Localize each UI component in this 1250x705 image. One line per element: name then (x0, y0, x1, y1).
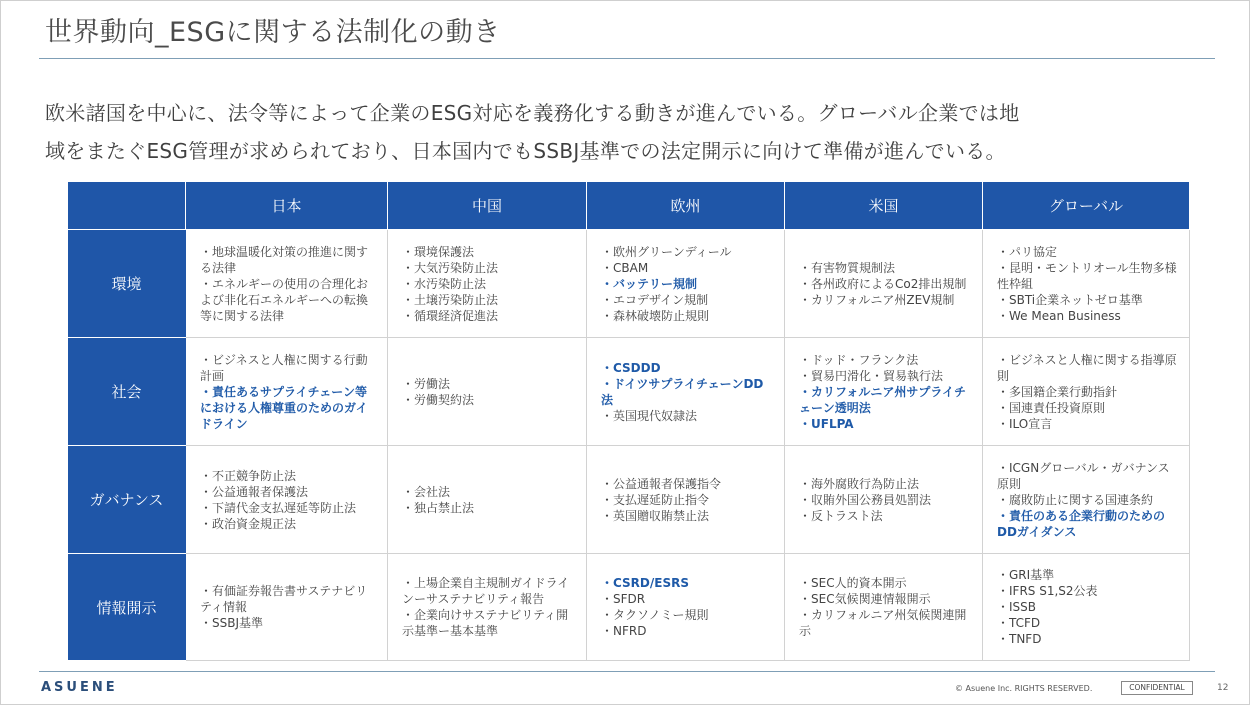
regulation-item: ・各州政府によるCo2排出規制 (799, 276, 967, 291)
regulation-item: ・We Mean Business (997, 308, 1121, 323)
regulation-item: ・独占禁止法 (402, 500, 475, 515)
regulation-item: ・公益通報者保護指令 (601, 476, 722, 491)
regulation-item: ・会社法 (402, 484, 451, 499)
regulation-item: ・有価証券報告書サステナビリティ情報 (200, 584, 368, 614)
regulation-item: ・TNFD (997, 632, 1042, 646)
regulation-item: ・循環経済促進法 (402, 308, 499, 323)
regulation-item: ・政治資金規正法 (200, 516, 297, 531)
table-cell-disclosure-china (388, 554, 587, 661)
row-header-social: 社会 (68, 338, 186, 446)
highlighted-regulation-item: ・責任のある企業行動のためのDDガイダンス (997, 508, 1166, 539)
regulation-item: ・ILO宣言 (997, 416, 1053, 431)
lead-text (45, 94, 1225, 170)
regulation-item: ・森林破壊防止規則 (601, 308, 710, 323)
row-header-environment: 環境 (68, 230, 186, 338)
table-row-social (68, 338, 1190, 446)
copyright-text: © Asuene Inc. RIGHTS RESERVED. (955, 684, 1093, 693)
column-header-europe: 欧州 (587, 182, 785, 230)
table-cell-environment-japan (186, 230, 388, 338)
table-row-environment (68, 230, 1190, 338)
regulation-item: ・NFRD (601, 624, 647, 638)
regulation-item: ・英国現代奴隷法 (601, 408, 698, 423)
table-cell-governance-china (388, 446, 587, 554)
regulation-item: ・SFDR (601, 592, 646, 606)
regulation-item: ・ドッド・フランク法 (799, 352, 919, 367)
table-cell-governance-global (983, 446, 1190, 554)
regulation-item: ・SEC人的資本開示 (799, 576, 907, 590)
regulation-item: ・上場企業自主規制ガイドラインーサステナビリティ報告 (402, 576, 570, 606)
lead-line-2: 域をまたぐESG管理が求められており、日本国内でもSSBJ基準での法定開示に向けて準備が進んでいる。 (45, 139, 1006, 163)
column-header-china: 中国 (388, 182, 587, 230)
regulation-item: ・環境保護法 (402, 244, 475, 259)
column-header-global: グローバル (983, 182, 1190, 230)
regulation-item: ・企業向けサステナビリティ開示基準ー基本基準 (402, 608, 569, 638)
regulation-item: ・エコデザイン規制 (601, 292, 709, 307)
regulation-item: ・反トラスト法 (799, 508, 883, 523)
table-row-disclosure (68, 554, 1190, 661)
company-logo: ASUENE (41, 680, 118, 695)
highlighted-regulation-item: ・バッテリー規制 (601, 276, 698, 291)
regulation-item: ・TCFD (997, 616, 1041, 630)
regulation-item: ・労働法 (402, 376, 451, 391)
regulation-item: ・SEC気候関連情報開示 (799, 592, 931, 606)
regulation-item: ・公益通報者保護法 (200, 484, 309, 499)
table-cell-environment-global (983, 230, 1190, 338)
highlighted-regulation-item: ・ドイツサプライチェーンDD法 (601, 376, 764, 407)
highlighted-regulation-item: ・責任あるサプライチェーン等における人権尊重のためのガイドライン (200, 384, 368, 431)
regulation-item: ・労働契約法 (402, 392, 475, 407)
table-cell-disclosure-usa (785, 554, 983, 661)
regulation-item: ・カリフォルニア州気候関連開示 (799, 608, 967, 638)
table-cell-governance-japan (186, 446, 388, 554)
row-header-governance: ガバナンス (68, 446, 186, 554)
regulation-item: ・有害物質規制法 (799, 260, 896, 275)
table-cell-social-europe (587, 338, 785, 446)
regulation-item: ・英国贈収賄禁止法 (601, 508, 710, 523)
regulation-item: ・支払遅延防止指令 (601, 492, 710, 507)
regulation-item: ・昆明・モントリオール生物多様性枠組 (997, 260, 1177, 291)
table-cell-governance-usa (785, 446, 983, 554)
regulation-item: ・エネルギーの使用の合理化および非化石エネルギーへの転換等に関する法律 (200, 276, 369, 323)
footer-divider (39, 671, 1215, 672)
regulation-item: ・GRI基準 (997, 568, 1055, 582)
regulation-item: ・多国籍企業行動指針 (997, 384, 1118, 399)
column-header-japan: 日本 (186, 182, 388, 230)
highlighted-regulation-item: ・CSRD/ESRS (601, 576, 689, 590)
regulation-item: ・地球温暖化対策の推進に関する法律 (200, 244, 369, 275)
regulation-item: ・カリフォルニア州ZEV規制 (799, 292, 955, 307)
lead-line-1: 欧米諸国を中心に、法令等によって企業のESG対応を義務化する動きが進んでいる。グローバル企業では地 (45, 101, 1020, 125)
regulation-item: ・下請代金支払遅延等防止法 (200, 500, 357, 515)
table-cell-environment-china (388, 230, 587, 338)
table-cell-social-china (388, 338, 587, 446)
table-cell-social-usa (785, 338, 983, 446)
regulation-item: ・タクソノミー規則 (601, 608, 709, 622)
page-title: 世界動向_ESGに関する法制化の動き (45, 17, 501, 48)
regulation-item: ・SSBJ基準 (200, 616, 264, 630)
table-cell-social-japan (186, 338, 388, 446)
regulation-item: ・不正競争防止法 (200, 468, 297, 483)
regulation-item: ・欧州グリーンディール (601, 244, 732, 259)
row-header-disclosure: 情報開示 (68, 554, 186, 661)
table-corner-cell (68, 182, 186, 230)
regulation-item: ・ビジネスと人権に関する指導原則 (997, 352, 1177, 383)
highlighted-regulation-item: ・カリフォルニア州サプライチェーン透明法 (799, 384, 967, 415)
table-cell-disclosure-global (983, 554, 1190, 661)
regulation-item: ・海外腐敗行為防止法 (799, 476, 920, 491)
highlighted-regulation-item: ・UFLPA (799, 416, 854, 431)
regulation-item: ・IFRS S1,S2公表 (997, 584, 1098, 598)
regulation-item: ・ICGNグローバル・ガバナンス原則 (997, 460, 1170, 491)
regulation-item: ・大気汚染防止法 (402, 260, 499, 275)
table-cell-environment-usa (785, 230, 983, 338)
table-cell-disclosure-japan (186, 554, 388, 661)
regulation-item: ・パリ協定 (997, 244, 1058, 259)
regulation-item: ・収賄外国公務員処罰法 (799, 492, 932, 507)
page-number: 12 (1217, 683, 1229, 693)
regulation-item: ・ISSB (997, 600, 1037, 614)
table-cell-environment-europe (587, 230, 785, 338)
title-divider (39, 58, 1215, 59)
highlighted-regulation-item: ・CSDDD (601, 360, 661, 375)
regulation-item: ・ビジネスと人権に関する行動計画 (200, 352, 368, 383)
table-cell-governance-europe (587, 446, 785, 554)
regulation-item: ・CBAM (601, 260, 649, 275)
regulation-item: ・SBTi企業ネットゼロ基準 (997, 292, 1143, 307)
regulation-table (67, 181, 1190, 661)
regulation-item: ・国連責任投資原則 (997, 400, 1106, 415)
table-cell-social-global (983, 338, 1190, 446)
regulation-item: ・水汚染防止法 (402, 276, 487, 291)
regulation-item: ・腐敗防止に関する国連条約 (997, 492, 1154, 507)
table-row-governance (68, 446, 1190, 554)
table-cell-disclosure-europe (587, 554, 785, 661)
table-header-row (68, 182, 1190, 230)
regulation-item: ・貿易円滑化・貿易執行法 (799, 368, 944, 383)
regulation-item: ・土壌汚染防止法 (402, 292, 499, 307)
column-header-usa: 米国 (785, 182, 983, 230)
confidential-badge: CONFIDENTIAL (1121, 681, 1193, 695)
